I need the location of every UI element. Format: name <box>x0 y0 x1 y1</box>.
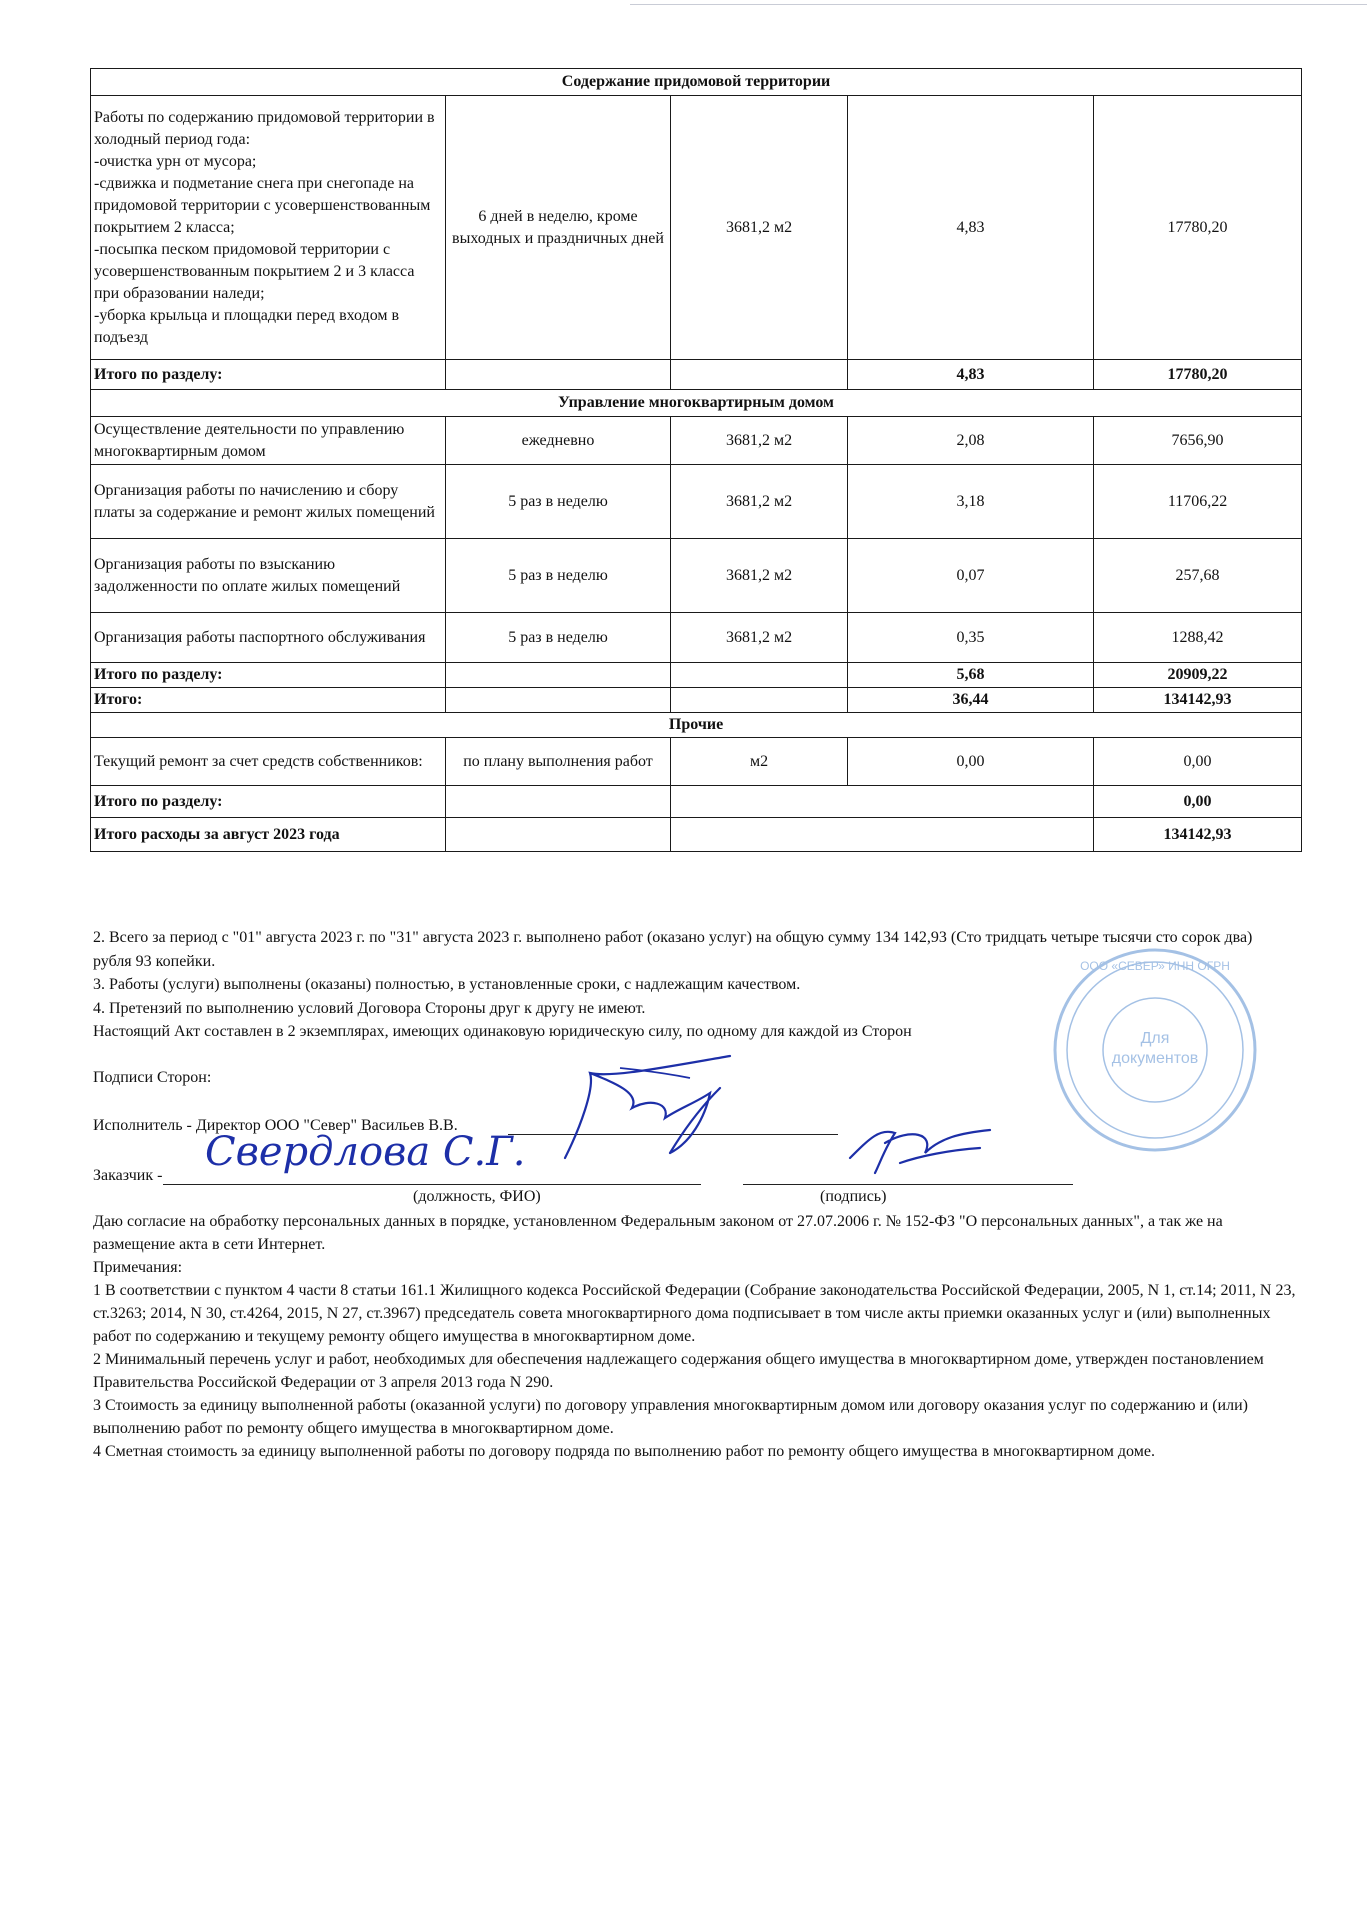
empty-cell <box>446 688 671 713</box>
work-rate: 3,18 <box>848 465 1094 539</box>
customer-handwriting-text: Свердлова С.Г. <box>205 1129 525 1175</box>
note-item: 1 В соответствии с пунктом 4 части 8 статьи 161.1 Жилищного кодекса Российской Федерации (Собрание законодательства Российской Федерации, 2005, N 1, ст.14; 2011, N 23, ст.3263; 2014, N 30, ст.4264, 2015, N 27, ст.3967) председатель совета многоквартирного дома подписывает в том числе акты приемки оказанных услуг и (или) выполненных работ по содержанию и текущему ремонту общего имущества в многоквартирном доме. <box>93 1282 1296 1345</box>
work-name: Работы по содержанию придомовой территории в холодный период года: -очистка урн от мусора; -сдвижка и подметание снега при снегопаде на придомовой территории с усовершенствованным покрытием 2 класса; -посыпка песком придомовой территории с усовершенствованным покрытием 2 и 3 класса при образовании наледи; -уборка крыльца и площадки перед входом в подъезд <box>91 96 446 360</box>
company-stamp <box>1045 940 1265 1160</box>
section-header-row <box>91 713 1302 738</box>
work-frequency: 5 раз в неделю <box>446 465 671 539</box>
work-name: Организация работы по взысканию задолженности по оплате жилых помещений <box>91 539 446 613</box>
total-sum: 20909,22 <box>1094 663 1302 688</box>
consent-and-notes <box>93 1210 1298 1463</box>
section-title-territory: Содержание придомовой территории <box>91 69 1302 96</box>
work-frequency: по плану выполнения работ <box>446 738 671 786</box>
section-total-row <box>91 786 1302 818</box>
work-area: 3681,2 м2 <box>671 539 848 613</box>
work-sum: 7656,90 <box>1094 417 1302 465</box>
work-name: Текущий ремонт за счет средств собственников: <box>91 738 446 786</box>
signatures-heading: Подписи Сторон: <box>93 1069 212 1086</box>
statement-total: 2. Всего за период с "01" августа 2023 г. по "31" августа 2023 г. выполнено работ (оказано услуг) на общую сумму 134 142,93 (Сто тридцать четыре тысячи сто сорок два) рубля 93 копейки. <box>93 929 1253 970</box>
empty-cell <box>671 786 1094 818</box>
empty-cell <box>671 688 848 713</box>
work-sum: 257,68 <box>1094 539 1302 613</box>
work-frequency: ежедневно <box>446 417 671 465</box>
note-item: 3 Стоимость за единицу выполненной работы (оказанной услуги) по договору управления многоквартирным домом или договору оказания услуг по содержанию и (или) выполнению работ по ремонту общего имущества в многоквартирном доме. <box>93 1397 1248 1437</box>
total-rate: 5,68 <box>848 663 1094 688</box>
work-sum: 1288,42 <box>1094 613 1302 663</box>
empty-cell <box>446 663 671 688</box>
work-frequency: 5 раз в неделю <box>446 539 671 613</box>
empty-cell <box>671 818 1094 852</box>
section-total-row <box>91 360 1302 390</box>
works-table <box>90 68 1302 852</box>
empty-cell <box>446 818 671 852</box>
work-rate: 0,00 <box>848 738 1094 786</box>
empty-cell <box>446 786 671 818</box>
grand-total-row <box>91 688 1302 713</box>
work-sum: 11706,22 <box>1094 465 1302 539</box>
table-row <box>91 96 1302 360</box>
statement-no-claims: 4. Претензий по выполнению условий Договора Стороны друг к другу не имеют. <box>93 999 646 1017</box>
work-frequency: 6 дней в неделю, кроме выходных и праздничных дней <box>446 96 671 360</box>
work-rate: 0,07 <box>848 539 1094 613</box>
executor-signature <box>520 1048 770 1168</box>
expenses-sum: 134142,93 <box>1094 818 1302 852</box>
expenses-total-row <box>91 818 1302 852</box>
section-total-row <box>91 663 1302 688</box>
work-name: Осуществление деятельности по управлению многоквартирным домом <box>91 417 446 465</box>
work-frequency: 5 раз в неделю <box>446 613 671 663</box>
position-caption: (должность, ФИО) <box>413 1188 541 1205</box>
note-item: 2 Минимальный перечень услуг и работ, необходимых для обеспечения надлежащего содержания общего имущества в многоквартирном доме, утвержден постановлением Правительства Российской Федерации от 3 апреля 2013 года N 290. <box>93 1351 1264 1391</box>
table-row <box>91 738 1302 786</box>
customer-handwriting <box>195 1120 525 1190</box>
notes-title: Примечания: <box>93 1259 183 1276</box>
personal-data-consent: Даю согласие на обработку персональных данных в порядке, установленном Федеральным законом от 27.07.2006 г. № 152-ФЗ "О персональных данных", а так же на размещение акта в сети Интернет. <box>93 1213 1223 1253</box>
section-title-management: Управление многоквартирным домом <box>91 390 1302 417</box>
executor-line: Исполнитель - Директор ООО "Север" Васильев В.В. <box>93 1117 458 1134</box>
work-name: Организация работы паспортного обслуживания <box>91 613 446 663</box>
work-sum: 0,00 <box>1094 738 1302 786</box>
section-header-row <box>91 69 1302 96</box>
expenses-label: Итого расходы за август 2023 года <box>91 818 446 852</box>
section-title-other: Прочие <box>91 713 1302 738</box>
total-label: Итого по разделу: <box>91 663 446 688</box>
work-area: 3681,2 м2 <box>671 613 848 663</box>
note-item: 4 Сметная стоимость за единицу выполненной работы по договору подряда по выполнению работ по ремонту общего имущества в многоквартирном доме. <box>93 1443 1155 1460</box>
work-name: Организация работы по начислению и сбору платы за содержание и ремонт жилых помещений <box>91 465 446 539</box>
total-sum: 17780,20 <box>1094 360 1302 390</box>
customer-signature-line <box>743 1184 1073 1185</box>
table-row <box>91 465 1302 539</box>
statement-quality: 3. Работы (услуги) выполнены (оказаны) полностью, в установленные сроки, с надлежащим качеством. <box>93 976 801 993</box>
work-area: 3681,2 м2 <box>671 96 848 360</box>
grand-total-label: Итого: <box>91 688 446 713</box>
stamp-text-bottom: документов <box>1111 1050 1199 1067</box>
work-rate: 0,35 <box>848 613 1094 663</box>
table-row <box>91 417 1302 465</box>
stamp-text-top: Для <box>1140 1030 1170 1047</box>
work-rate: 2,08 <box>848 417 1094 465</box>
statement-copies: Настоящий Акт составлен в 2 экземплярах, имеющих одинаковую юридическую силу, по одному для каждой из Сторон <box>93 1023 912 1040</box>
grand-total-sum: 134142,93 <box>1094 688 1302 713</box>
work-rate: 4,83 <box>848 96 1094 360</box>
table-row <box>91 539 1302 613</box>
grand-total-rate: 36,44 <box>848 688 1094 713</box>
customer-label: Заказчик - <box>93 1167 163 1184</box>
empty-cell <box>671 360 848 390</box>
work-area: 3681,2 м2 <box>671 417 848 465</box>
customer-signature <box>840 1118 1000 1178</box>
section-header-row <box>91 390 1302 417</box>
total-label: Итого по разделу: <box>91 360 446 390</box>
stamp-ring-text: ООО «СЕВЕР» ИНН ОГРН <box>1080 959 1230 973</box>
signature-caption: (подпись) <box>820 1188 887 1205</box>
total-rate: 4,83 <box>848 360 1094 390</box>
work-area: м2 <box>671 738 848 786</box>
work-sum: 17780,20 <box>1094 96 1302 360</box>
empty-cell <box>446 360 671 390</box>
total-label: Итого по разделу: <box>91 786 446 818</box>
total-sum: 0,00 <box>1094 786 1302 818</box>
work-area: 3681,2 м2 <box>671 465 848 539</box>
empty-cell <box>671 663 848 688</box>
table-row <box>91 613 1302 663</box>
scan-edge-line <box>630 4 1367 5</box>
